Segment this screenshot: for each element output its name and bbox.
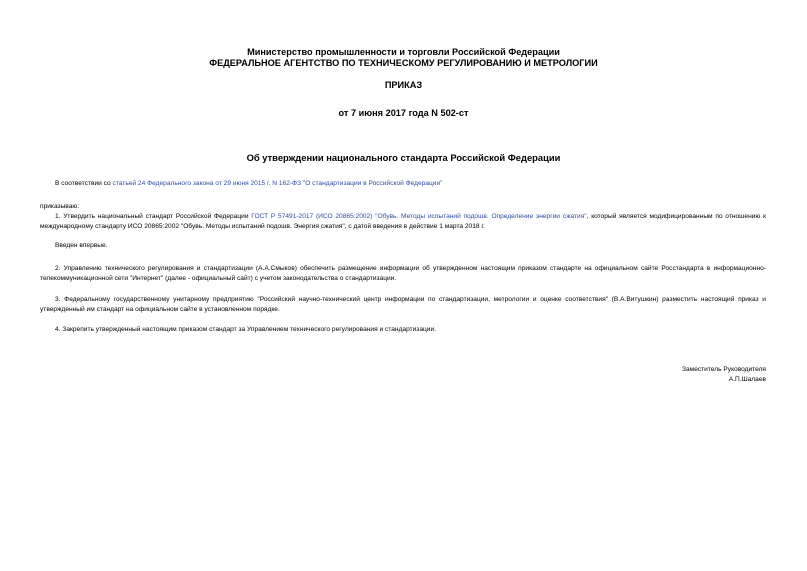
document-title: Об утверждении национального стандарта Российской Федерации: [246, 152, 561, 163]
signatory-position: Заместитель Руководителя: [682, 366, 766, 373]
document-date-number: от 7 июня 2017 года N 502-ст: [338, 108, 469, 118]
agency-name: ФЕДЕРАЛЬНОЕ АГЕНТСТВО ПО ТЕХНИЧЕСКОМУ РЕГУЛИРОВАНИЮ И МЕТРОЛОГИИ: [209, 58, 598, 68]
ministry-name: Министерство промышленности и торговли Российской Федерации: [247, 47, 560, 57]
orders-word: приказываю:: [40, 203, 80, 210]
signatory-name: А.П.Шалаев: [728, 376, 766, 383]
item-1-text: 1. Утвердить национальный стандарт Российской Федерации: [55, 213, 252, 220]
document-type: ПРИКАЗ: [384, 80, 423, 90]
item-1-paragraph: [40, 212, 766, 232]
item-1-text-suffix: , который является модифицированным по отношению к международному стандарту ИСО 20865:2002 "Обувь. Методы испытаний подошв. Энергия сжатия", с датой введения в действие 1 марта 2018 г.: [40, 213, 766, 230]
item-3-paragraph: 3. Федеральному государственному унитарному предприятию "Российский научно-технический центр информации по стандартизации, метрологии и оценке соответствия" (В.А.Витушкин) разместить настоящий приказ и утвержденный им стандарт на официальном сайте в установленном порядке.: [40, 296, 766, 313]
item-4-paragraph: 4. Закрепить утвержденный настоящим приказом стандарт за Управлением технического регулирования и стандартизации.: [55, 326, 436, 333]
law-link[interactable]: статьей 24 Федерального закона от 29 июня 2015 г. N 162-ФЗ "О стандартизации в Российской Федерации": [112, 180, 443, 187]
preamble-paragraph: [40, 179, 766, 189]
item-2-paragraph: 2. Управлению технического регулирования и стандартизации (А.А.Смыков) обеспечить размещение информации об утвержденном настоящим приказом стандарте на официальном сайте Росстандарта в информационно-телекоммуникационной сети "Интернет" (далее - официальный сайт) с учетом законодательства о стандартизации.: [40, 265, 766, 282]
standard-link[interactable]: ГОСТ Р 57491-2017 (ИСО 20865:2002) "Обувь. Методы испытаний подошв. Определение энергии сжатия": [251, 213, 587, 220]
preamble-text: В соответствии со: [55, 180, 113, 187]
introduced-note: Введен впервые.: [55, 242, 108, 249]
